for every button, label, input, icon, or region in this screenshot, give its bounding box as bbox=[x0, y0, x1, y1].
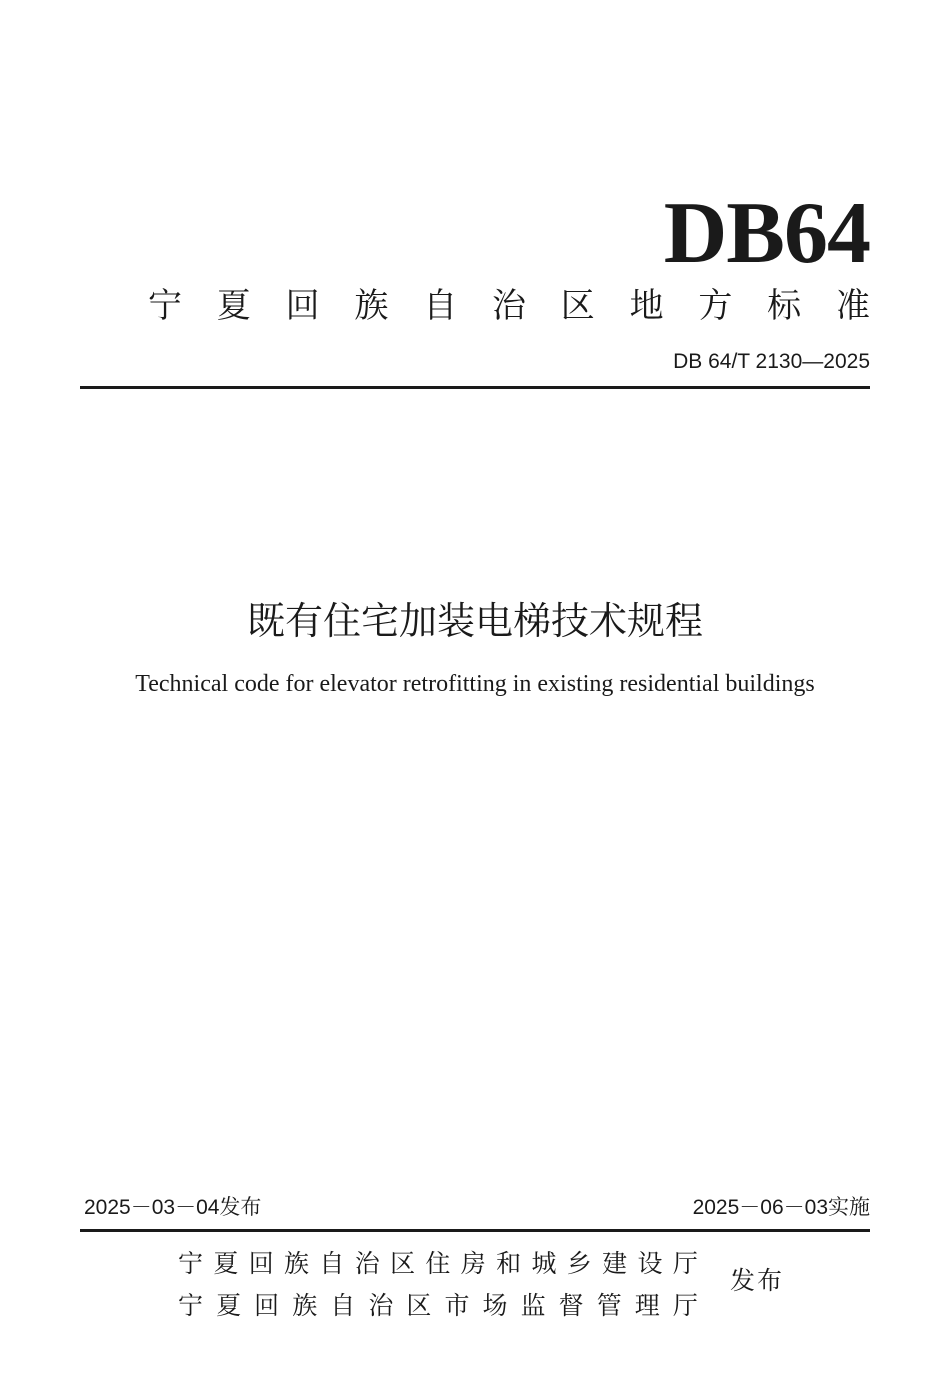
char-glyph: 自 bbox=[423, 286, 458, 326]
char-glyph: 宁 bbox=[178, 1249, 204, 1278]
char-glyph: 治 bbox=[368, 1291, 394, 1320]
title-english: Technical code for elevator retrofitting in existing residential buildings bbox=[135, 671, 815, 697]
char-glyph: 准 bbox=[835, 286, 870, 326]
char-glyph: 自 bbox=[330, 1291, 356, 1320]
char-glyph: 族 bbox=[292, 1291, 318, 1320]
char-glyph: 族 bbox=[354, 286, 389, 326]
char-glyph: 区 bbox=[390, 1249, 416, 1278]
char-glyph: 夏 bbox=[216, 1291, 242, 1320]
title-chinese: 既有住宅加装电梯技术规程 bbox=[246, 599, 703, 643]
char-glyph: 宁 bbox=[178, 1291, 204, 1320]
char-glyph: 夏 bbox=[216, 286, 251, 326]
standard-code-header: DB64 bbox=[663, 185, 870, 282]
char-glyph: 族 bbox=[284, 1249, 310, 1278]
issue-date: 2025－03－04发布 bbox=[84, 1196, 262, 1219]
implementation-date: 2025－06－03实施 bbox=[692, 1196, 870, 1219]
issuer-line-1 bbox=[178, 1243, 698, 1285]
char-glyph: 夏 bbox=[213, 1249, 239, 1278]
char-glyph: 区 bbox=[560, 286, 595, 326]
char-glyph: 地 bbox=[629, 286, 664, 326]
char-glyph: 标 bbox=[767, 286, 802, 326]
char-glyph: 督 bbox=[558, 1291, 584, 1320]
char-glyph: 宁 bbox=[148, 286, 182, 326]
char-glyph: 区 bbox=[406, 1291, 432, 1320]
char-glyph: 管 bbox=[596, 1291, 622, 1320]
char-glyph: 回 bbox=[254, 1291, 280, 1320]
char-glyph: 理 bbox=[634, 1291, 660, 1320]
issuer-action: 发布 bbox=[730, 1266, 785, 1295]
char-glyph: 自 bbox=[319, 1249, 345, 1278]
char-glyph: 回 bbox=[248, 1249, 274, 1278]
char-glyph: 建 bbox=[602, 1249, 628, 1278]
char-glyph: 治 bbox=[491, 286, 526, 326]
char-glyph: 方 bbox=[698, 286, 733, 326]
char-glyph: 回 bbox=[285, 286, 320, 326]
char-glyph: 房 bbox=[460, 1249, 486, 1278]
char-glyph: 市 bbox=[444, 1291, 470, 1320]
char-glyph: 城 bbox=[531, 1249, 557, 1278]
char-glyph: 治 bbox=[354, 1249, 380, 1278]
char-glyph: 厅 bbox=[672, 1291, 698, 1320]
char-glyph: 厅 bbox=[672, 1249, 698, 1278]
char-glyph: 场 bbox=[482, 1291, 508, 1320]
standard-type-label bbox=[148, 284, 870, 328]
char-glyph: 住 bbox=[425, 1249, 451, 1278]
char-glyph: 监 bbox=[520, 1291, 546, 1320]
bottom-divider bbox=[80, 1229, 870, 1232]
issuing-authorities bbox=[178, 1243, 698, 1327]
top-divider bbox=[80, 386, 870, 389]
char-glyph: 乡 bbox=[566, 1249, 592, 1278]
char-glyph: 设 bbox=[637, 1249, 663, 1278]
char-glyph: 和 bbox=[496, 1249, 522, 1278]
issuer-line-2 bbox=[178, 1285, 698, 1327]
standard-number: DB 64/T 2130—2025 bbox=[673, 350, 870, 373]
